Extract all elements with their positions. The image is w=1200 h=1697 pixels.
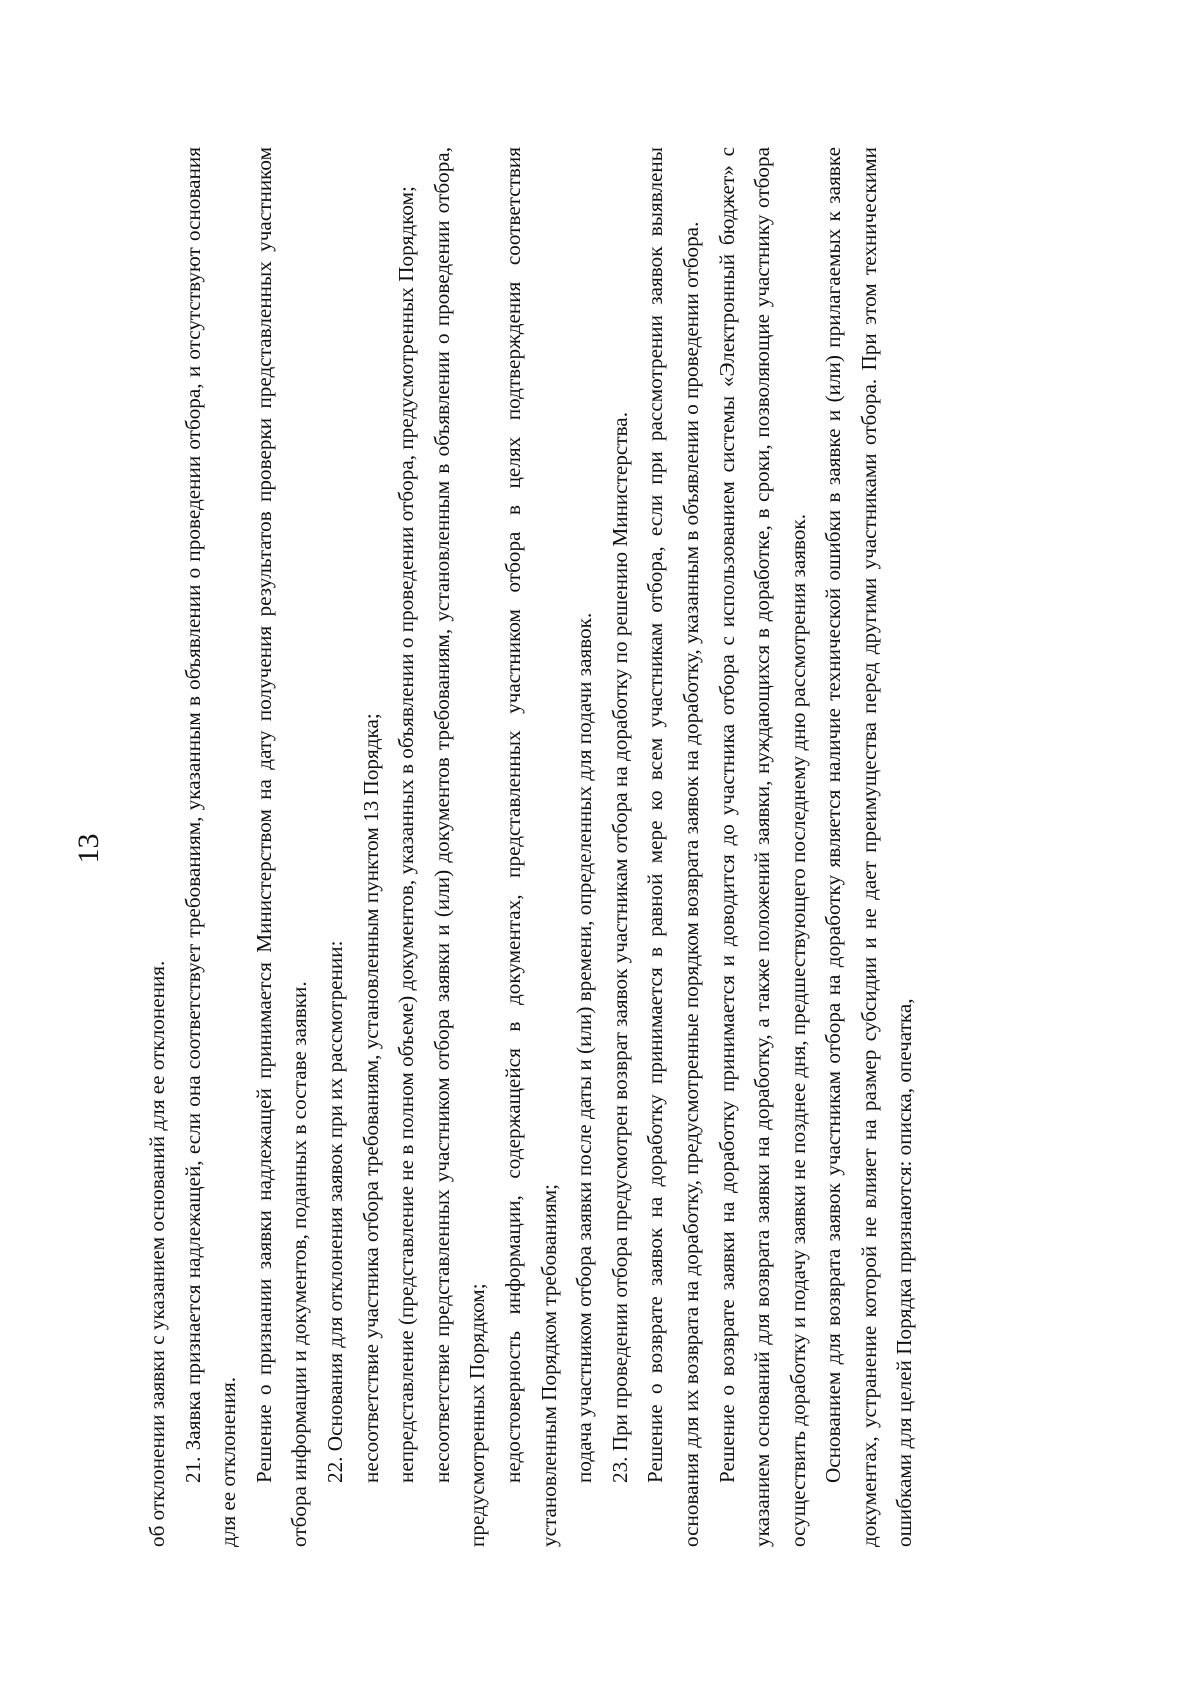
paragraph-item-21: 21. Заявка признается надлежащей, если она соответствует требованиям, указанным в объявлении о проведении отбора, и отсутствуют основания для ее отклонения. — [180, 147, 241, 1547]
page-number: 13 — [72, 833, 105, 864]
paragraph-item-22: 22. Основания для отклонения заявок при их рассмотрении: — [322, 940, 347, 1483]
paragraph-continuation: об отклонении заявки с указанием оснований для ее отклонения. — [145, 960, 169, 1547]
paragraph-ground-3: несоответствие представленных участником отбора заявки и (или) документов требованиям, установленным в объявлении о проведении отбора, предусмотренных Порядком; — [429, 147, 490, 1547]
paragraph-ground-5: подача участником отбора заявки после даты и (или) времени, определенных для подачи заявок. — [572, 612, 597, 1483]
paragraph-item-23: 23. При проведении отбора предусмотрен возврат заявок участникам отбора на доработку по решению Министерства. — [607, 411, 632, 1483]
paragraph-decision-proper: Решение о признании заявки надлежащей принимается Министерством на дату получения результатов проверки представленных участником отбора информации и документов, поданных в составе заявки. — [251, 147, 312, 1547]
paragraph-ground-2: непредставление (представление не в полном объеме) документов, указанных в объявлении о проведении отбора, предусмотренных Порядком; — [394, 186, 419, 1483]
paragraph-return-procedure: Решение о возврате заявки на доработку принимается и доводится до участника отбора с использованием системы «Электронный бюджет» с указанием оснований для возврата заявки на доработку, а также положений заявки, нуждающихся в доработке, в сроки, позволяющие участнику отбора осуществить доработку и подачу заявки не позднее дня, предшествующего последнему дню рассмотрения заявок. — [714, 147, 810, 1547]
paragraph-ground-4: недостоверность информации, содержащейся в документах, представленных участником отбора в целях подтверждения соответствия установленным Порядком требованиям; — [500, 147, 561, 1547]
paragraph-ground-1: несоответствие участника отбора требованиям, установленным пунктом 13 Порядка; — [358, 713, 383, 1483]
paragraph-return-grounds: Основанием для возврата заявок участникам отбора на доработку является наличие технической ошибки в заявке и (или) прилагаемых к заявке документах, устранение которой не влияет на размер субсидии и не дает преимущества перед другими участниками отбора. При этом техническими ошибками для целей Порядка признаются: описка, опечатка, — [821, 147, 917, 1547]
document-body — [140, 147, 923, 1547]
paragraph-return-decision: Решение о возврате заявок на доработку принимается в равной мере ко всем участникам отбора, если при рассмотрении заявок выявлены основания для их возврата на доработку, предусмотренные порядком возврата заявок на доработку, указанным в объявлении о проведении отбора. — [643, 147, 703, 1547]
